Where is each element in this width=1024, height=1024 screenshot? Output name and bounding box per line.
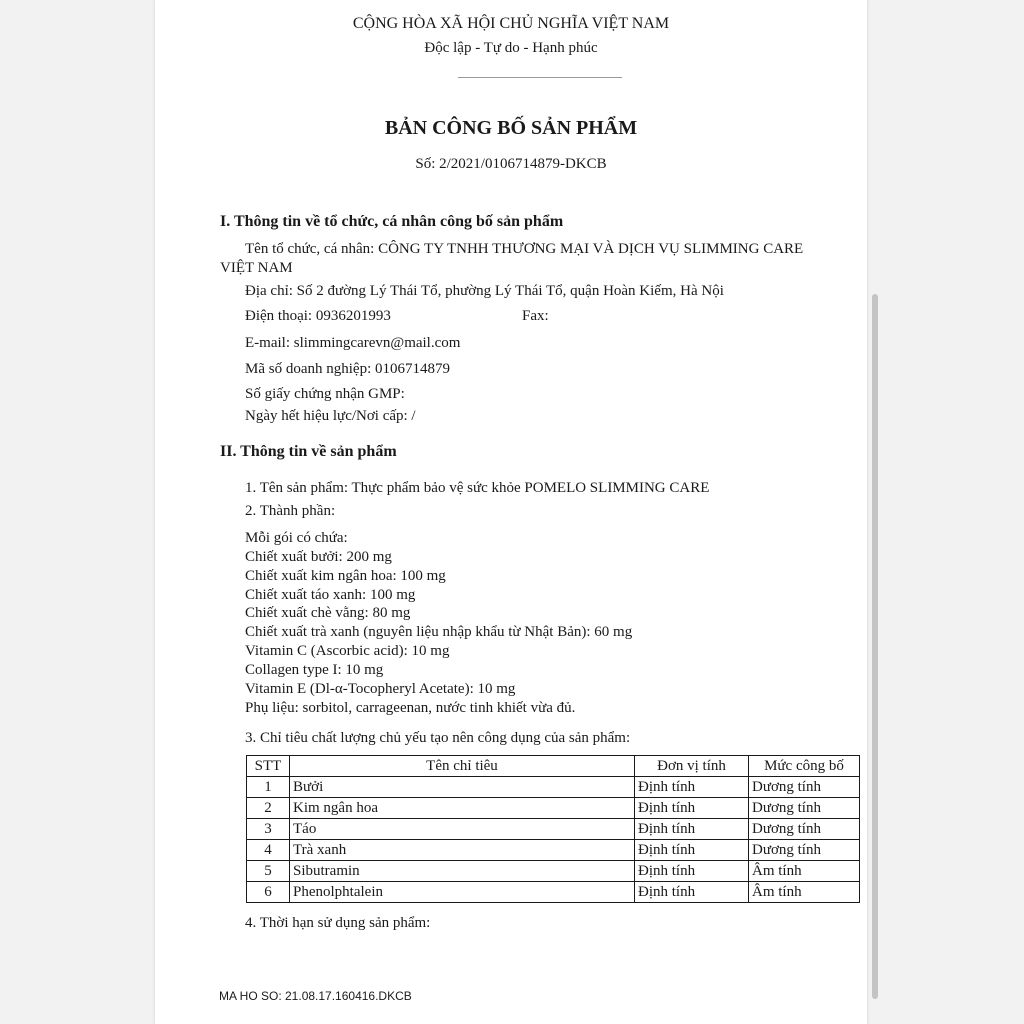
org-fax: Fax: [522, 308, 549, 324]
cell-level: Âm tính [749, 861, 860, 882]
cell-unit: Định tính [635, 777, 749, 798]
cell-unit: Định tính [635, 861, 749, 882]
cell-name: Sibutramin [290, 861, 635, 882]
composition-line: Chiết xuất bưởi: 200 mg [245, 549, 392, 565]
cell-unit: Định tính [635, 819, 749, 840]
section-1-heading: I. Thông tin về tổ chức, cá nhân công bố sản phẩm [220, 213, 564, 230]
composition-heading: 2. Thành phần: [245, 503, 336, 519]
org-name-line2: VIỆT NAM [220, 260, 293, 276]
product-name: 1. Tên sản phẩm: Thực phẩm bảo vệ sức khỏe POMELO SLIMMING CARE [245, 480, 710, 496]
composition-line: Phụ liệu: sorbitol, carrageenan, nước tinh khiết vừa đủ. [245, 700, 576, 716]
column-header-level: Mức công bố [749, 756, 860, 777]
document-number: Số: 2/2021/0106714879-DKCB [415, 156, 607, 172]
cell-name: Trà xanh [290, 840, 635, 861]
cell-stt: 3 [247, 819, 290, 840]
cell-unit: Định tính [635, 882, 749, 903]
vertical-scrollbar[interactable] [872, 294, 878, 999]
cell-stt: 4 [247, 840, 290, 861]
table-header-row [247, 756, 860, 777]
cell-level: Âm tính [749, 882, 860, 903]
cell-name: Kim ngân hoa [290, 798, 635, 819]
table-row [247, 882, 860, 903]
composition-line: Mỗi gói có chứa: [245, 530, 348, 546]
org-name-line1: Tên tổ chức, cá nhân: CÔNG TY TNHH THƯƠNG MẠI VÀ DỊCH VỤ SLIMMING CARE [245, 241, 804, 257]
table-row [247, 861, 860, 882]
document-page [155, 0, 867, 1024]
org-validity: Ngày hết hiệu lực/Nơi cấp: / [245, 408, 416, 424]
composition-line: Chiết xuất chè vằng: 80 mg [245, 605, 411, 621]
dossier-code: MA HO SO: 21.08.17.160416.DKCB [219, 989, 412, 1003]
cell-name: Phenolphtalein [290, 882, 635, 903]
table-row [247, 840, 860, 861]
quality-table [246, 755, 860, 903]
document-title: BẢN CÔNG BỐ SẢN PHẨM [384, 117, 638, 139]
cell-unit: Định tính [635, 840, 749, 861]
table-row [247, 819, 860, 840]
cell-stt: 2 [247, 798, 290, 819]
composition-line: Collagen type I: 10 mg [245, 662, 384, 678]
table-row [247, 777, 860, 798]
table-row [247, 798, 860, 819]
motto: Độc lập - Tự do - Hạnh phúc [424, 40, 598, 56]
org-email: E-mail: slimmingcarevn@mail.com [245, 335, 461, 351]
org-address: Địa chỉ: Số 2 đường Lý Thái Tổ, phường Lý Thái Tổ, quận Hoàn Kiếm, Hà Nội [245, 283, 724, 299]
composition-line: Chiết xuất táo xanh: 100 mg [245, 587, 416, 603]
cell-stt: 6 [247, 882, 290, 903]
cell-level: Dương tính [749, 840, 860, 861]
cell-level: Dương tính [749, 819, 860, 840]
cell-level: Dương tính [749, 777, 860, 798]
cell-unit: Định tính [635, 798, 749, 819]
cell-stt: 5 [247, 861, 290, 882]
quality-heading: 3. Chỉ tiêu chất lượng chủ yếu tạo nên công dụng của sản phẩm: [245, 730, 631, 746]
cell-stt: 1 [247, 777, 290, 798]
country-header: CỘNG HÒA XÃ HỘI CHỦ NGHĨA VIỆT NAM [352, 15, 670, 32]
composition-line: Chiết xuất trà xanh (nguyên liệu nhập khẩu từ Nhật Bản): 60 mg [245, 624, 633, 640]
column-header-name: Tên chỉ tiêu [290, 756, 635, 777]
section-2-heading: II. Thông tin về sản phẩm [220, 443, 397, 460]
org-gmp: Số giấy chứng nhận GMP: [245, 386, 405, 402]
cell-name: Táo [290, 819, 635, 840]
header-divider [458, 77, 622, 78]
column-header-unit: Đơn vị tính [635, 756, 749, 777]
shelf-life-heading: 4. Thời hạn sử dụng sản phẩm: [245, 915, 431, 931]
org-tax-code: Mã số doanh nghiệp: 0106714879 [245, 361, 450, 377]
cell-name: Bưởi [290, 777, 635, 798]
composition-line: Chiết xuất kim ngân hoa: 100 mg [245, 568, 446, 584]
org-phone: Điện thoại: 0936201993 [245, 308, 391, 324]
composition-line: Vitamin E (Dl-α-Tocopheryl Acetate): 10 mg [245, 681, 516, 697]
column-header-stt: STT [247, 756, 290, 777]
cell-level: Dương tính [749, 798, 860, 819]
composition-line: Vitamin C (Ascorbic acid): 10 mg [245, 643, 450, 659]
